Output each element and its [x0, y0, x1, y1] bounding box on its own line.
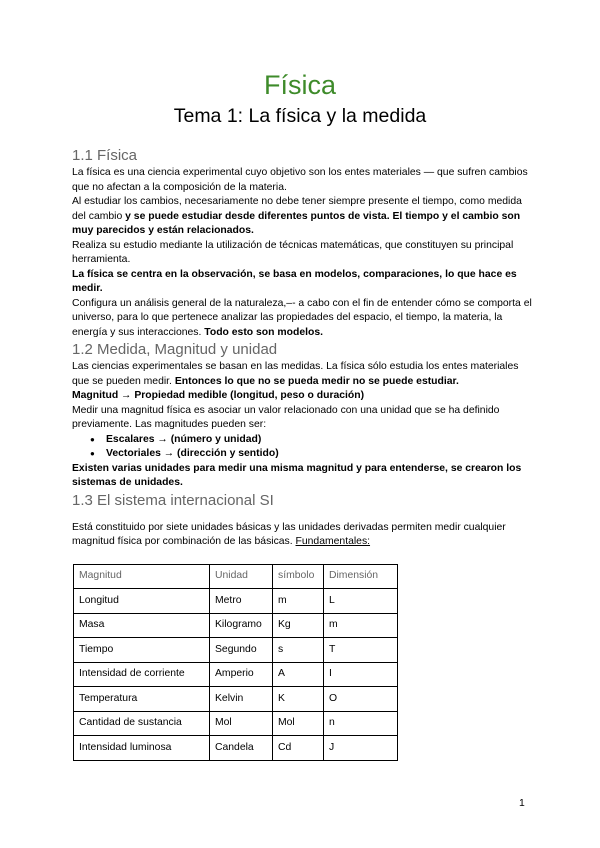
- table-cell: Segundo: [210, 638, 273, 663]
- paragraph: La física es una ciencia experimental cuyo objetivo son los entes materiales — que sufren cambios que no afectan a la composición de la materia.: [72, 167, 528, 193]
- paragraph: [72, 521, 532, 550]
- table-cell: O: [324, 687, 398, 712]
- table-cell: s: [273, 638, 324, 663]
- table-cell: n: [324, 711, 398, 736]
- text-span: Al estudiar los cambios, necesariamente no debe tener siempre presente el tiempo, como medida del cambio: [72, 196, 522, 222]
- bold-text: Existen varias unidades para medir una misma magnitud y para entenderse, se crearon los sistemas de unidades.: [72, 462, 522, 488]
- si-units-table: [73, 564, 398, 761]
- table-cell: J: [324, 736, 398, 761]
- paragraph: [72, 360, 532, 389]
- table-cell: Cd: [273, 736, 324, 761]
- table-cell: K: [273, 687, 324, 712]
- table-row: [74, 711, 398, 736]
- list-item: ● Escalares → (número y unidad): [106, 433, 532, 448]
- table-row: [74, 589, 398, 614]
- paragraph: [72, 195, 532, 239]
- table-header-cell: símbolo: [273, 564, 324, 589]
- table-cell: Intensidad luminosa: [74, 736, 210, 761]
- table-row: [74, 613, 398, 638]
- list-item: ● Vectoriales → (dirección y sentido): [106, 447, 532, 462]
- bullet-list: [72, 433, 532, 462]
- table-cell: Longitud: [74, 589, 210, 614]
- bold-text: Magnitud → Propiedad medible (longitud, peso o duración): [72, 390, 365, 401]
- table-cell: Mol: [210, 711, 273, 736]
- table-cell: Mol: [273, 711, 324, 736]
- table-cell: Masa: [74, 613, 210, 638]
- table-header-row: [74, 564, 398, 589]
- document-subtitle: Tema 1: La física y la medida: [173, 105, 427, 127]
- table-cell: Candela: [210, 736, 273, 761]
- text-span: Configura un análisis general de la naturaleza,–- a cabo con el fin de entender cómo se comporta el universo, para lo que pertenece analizar las propiedades del espacio, el tiempo, la materia, la energía y sus interacciones.: [72, 297, 532, 338]
- bold-paragraph: [72, 268, 532, 297]
- table-row: [74, 662, 398, 687]
- table-header-cell: Dimensión: [324, 564, 398, 589]
- table-cell: Temperatura: [74, 687, 210, 712]
- table-cell: Amperio: [210, 662, 273, 687]
- table-cell: m: [273, 589, 324, 614]
- table-cell: Metro: [210, 589, 273, 614]
- table-cell: m: [324, 613, 398, 638]
- bold-text: y se puede estudiar desde diferentes puntos de vista. El tiempo y el cambio son muy parecidos y están relacionados.: [72, 210, 521, 236]
- document-body: [72, 146, 532, 761]
- table-cell: I: [324, 662, 398, 687]
- table-cell: L: [324, 589, 398, 614]
- table-row: [74, 687, 398, 712]
- bold-paragraph: [72, 389, 532, 404]
- table-header-cell: Magnitud: [74, 564, 210, 589]
- table-cell: Tiempo: [74, 638, 210, 663]
- spacer: [72, 511, 532, 521]
- table-cell: A: [273, 662, 324, 687]
- bold-text: Entonces lo que no se pueda medir no se puede estudiar.: [174, 375, 459, 387]
- text-span: Está constituido por siete unidades básicas y las unidades derivadas permiten medir cualquier magnitud física por combinación de las básicas.: [72, 521, 506, 547]
- bold-text: Todo esto son modelos.: [204, 326, 323, 338]
- underlined-text: Fundamentales:: [295, 536, 371, 547]
- section-heading-medida: 1.2 Medida, Magnitud y unidad: [72, 341, 278, 358]
- table-cell: T: [324, 638, 398, 663]
- table-row: [74, 638, 398, 663]
- section-heading-fisica: 1.1 Física: [72, 147, 138, 164]
- table-cell: Kg: [273, 613, 324, 638]
- table-header-cell: Unidad: [210, 564, 273, 589]
- paragraph: Medir una magnitud física es asociar un valor relacionado con una unidad que se ha definido previamente. Las magnitudes pueden ser:: [72, 404, 500, 430]
- table-row: [74, 736, 398, 761]
- section-heading-si: 1.3 El sistema internacional SI: [72, 491, 274, 509]
- bold-text: La física se centra en la observación, se basa en modelos, comparaciones, lo que hace es medir.: [72, 268, 517, 294]
- document-title: Física: [263, 70, 336, 100]
- paragraph: Realiza su estudio mediante la utilización de técnicas matemáticas, que constituyen su principal herramienta.: [72, 239, 514, 265]
- table-cell: Kilogramo: [210, 613, 273, 638]
- table-cell: Cantidad de sustancia: [74, 711, 210, 736]
- paragraph: [72, 297, 532, 341]
- bold-paragraph: [72, 462, 532, 491]
- page-number: 1: [519, 798, 525, 809]
- text-span: Las ciencias experimentales se basan en las medidas. La física sólo estudia los entes materiales que se pueden medir.: [72, 361, 519, 387]
- table-cell: Kelvin: [210, 687, 273, 712]
- table-cell: Intensidad de corriente: [74, 662, 210, 687]
